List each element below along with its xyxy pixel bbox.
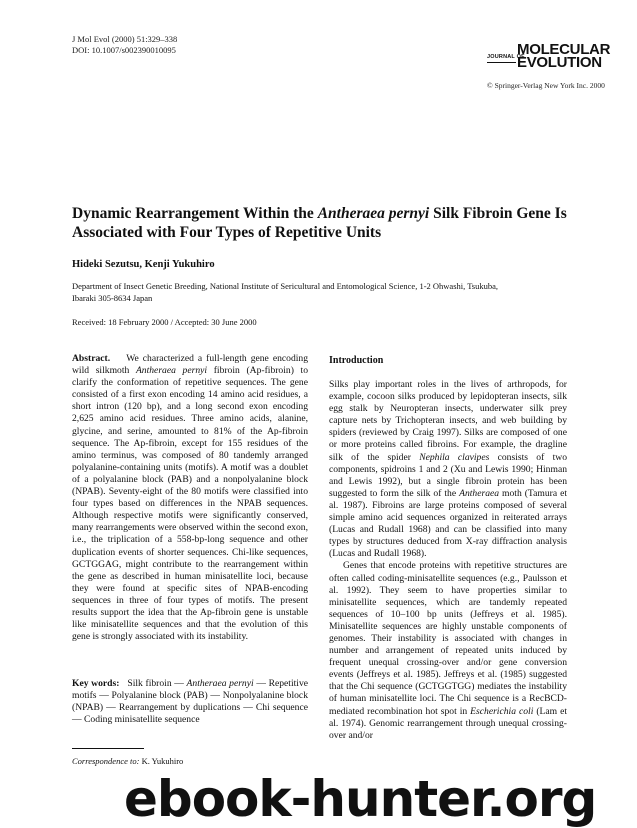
affiliation-line1: Department of Insect Genetic Breeding, National Institute of Sericultural and Entomological Science, 1-2 Ohwashi, Tsukuba, (72, 281, 499, 291)
introduction-body (329, 379, 567, 742)
logo-evolution: EVOLUTION (517, 54, 602, 71)
authors: Hideki Sezutsu, Kenji Yukuhiro (72, 259, 215, 270)
affiliation-line2: Ibaraki 305-8634 Japan (72, 293, 153, 303)
introduction-heading: Introduction (329, 355, 384, 366)
intro-p2-b: (Lam et al. 1974). Genomic rearrangement through unequal crossing-over and/or (329, 705, 568, 741)
intro-p1-c: moth (Tamura et al. 1987). Fibroins are large proteins composed of several simple amino acid sequences organized in reiterated arrays (Lucas and Rudall 1968) and can be classified into many types by structures deduced from X-ray diffraction analysis (Lucas and Rudall 1968). (329, 487, 567, 560)
watermark: ebook-hunter.org (124, 770, 597, 828)
title-italic: Antheraea pernyi (317, 205, 430, 222)
keywords-text-1: Silk fibroin — (127, 678, 187, 689)
copyright: © Springer-Verlag New York Inc. 2000 (487, 81, 605, 90)
keywords-text-2: — Repetitive motifs — Polyalanine block (PAB) — Nonpolyalanine block (NPAB) — Rearrangement by duplications — Chi sequence — Coding minisatellite sequence (72, 678, 309, 726)
correspondence (72, 756, 183, 766)
title-line2: Associated with Four Types of Repetitive Units (72, 224, 382, 241)
abstract-text-2: fibroin (Ap-fibroin) to clarify the conformation of repetitive sequences. The gene consisted of a first exon encoding 14 amino acid residues, a short intron (120 bp), and a long second exon encoding 2,625 amino acid residues. Three amino acids, alanine, glycine, and serine, amounted to 81% of the Ap-fibroin sequence. The Ap-fibroin, except for 155 residues of the amino terminus, was composed of 80 tandemly arranged polyalanine-containing units (motifs). A motif was a doublet of a polyalanine block (PAB) and a nonpolyalanine block (NPAB). Seventy-eight of the 80 motifs were classified into four types based on differences in the NPAB sequences. Although respective motifs were significantly conserved, many rearrangements were observed within the second exon, i.e., the triplication of a 558-bp-long sequence and other duplication events of shorter sequences. Chi-like sequences, GCTGGAG, might contribute to the rearrangement within the gene as described in human minisatellite loci, because they were found at specific sites of NPAB-encoding sequences in three of four types of motifs. The present results support the idea that the Ap-fibroin gene is unstable like minisatellite sequences and that the evolution of this gene is strongly associated with its instability. (72, 365, 308, 643)
abstract-label: Abstract. (72, 353, 111, 364)
keywords-italic: Antheraea pernyi (186, 678, 254, 689)
intro-p1-b: consists of two components, spidroins 1 and 2 (Xu and Lewis 1990; Hinman and Lewis 1992), but a single fibroin protein has been suggested to form the silk of the (329, 451, 567, 499)
article-title (72, 204, 572, 242)
correspondence-name: K. Yukuhiro (141, 756, 184, 766)
intro-p1-a: Silks play important roles in the lives of arthropods, for example, cocoon silks produced by lepidopteran insects, silk egg stalk by Neuropteran insects, underwater silk prey capture nets by Trichopteran insects, and web building by spiders (reviewed by Craig 1997). Silks are composed of one or more proteins called fibroins. For example, the dragline silk of the spider (329, 379, 567, 463)
intro-paragraph-1 (329, 379, 567, 560)
intro-p2-italic: Escherichia coli (470, 705, 534, 717)
logo-journal-of: JOURNAL OF (487, 54, 525, 60)
abstract (72, 353, 308, 643)
correspondence-label: Correspondence to: (72, 756, 140, 766)
keywords (72, 678, 308, 726)
abstract-text-1: We characterized a full-length gene encoding wild silkmoth (72, 353, 309, 377)
doi: DOI: 10.1007/s002390010095 (72, 45, 176, 55)
logo-rule (487, 62, 516, 63)
intro-p1-italic1: Nephila clavipes (419, 451, 490, 463)
intro-paragraph-2 (329, 560, 567, 741)
title-part1: Dynamic Rearrangement Within the (72, 205, 318, 222)
intro-p2-a: Genes that encode proteins with repetitive structures are often called coding-minisatellite sequences (e.g., Paulsson et al. 1992). They seem to have properties similar to minisatellite sequences, which are tandemly repeated sequences of 10–100 bp units (Jeffreys et al. 1985). Minisatellite sequences are highly unstable components of genomes. Their instability is associated with changes in number and arrangement of repeated units induced by frequent unequal crossing-over and/or gene conversion events (Jeffreys et al. 1985). Jeffreys et al. (1985) suggested that the Chi sequence (GCTGGTGG) mediates the instability of human minisatellite loci. The Chi sequence is a RecBCD-mediated recombination hot spot in (329, 560, 567, 717)
keywords-label: Key words: (72, 678, 120, 689)
logo-molecular: MOLECULAR (517, 41, 611, 58)
affiliation (72, 280, 572, 304)
abstract-italic: Antheraea pernyi (135, 365, 208, 377)
title-part2: Silk Fibroin Gene Is (429, 205, 567, 222)
received-dates: Received: 18 February 2000 / Accepted: 30 June 2000 (72, 317, 257, 327)
intro-p1-italic2: Antheraea (459, 487, 500, 499)
footnote-rule (72, 748, 144, 749)
journal-citation: J Mol Evol (2000) 51:329–338 (72, 34, 178, 44)
